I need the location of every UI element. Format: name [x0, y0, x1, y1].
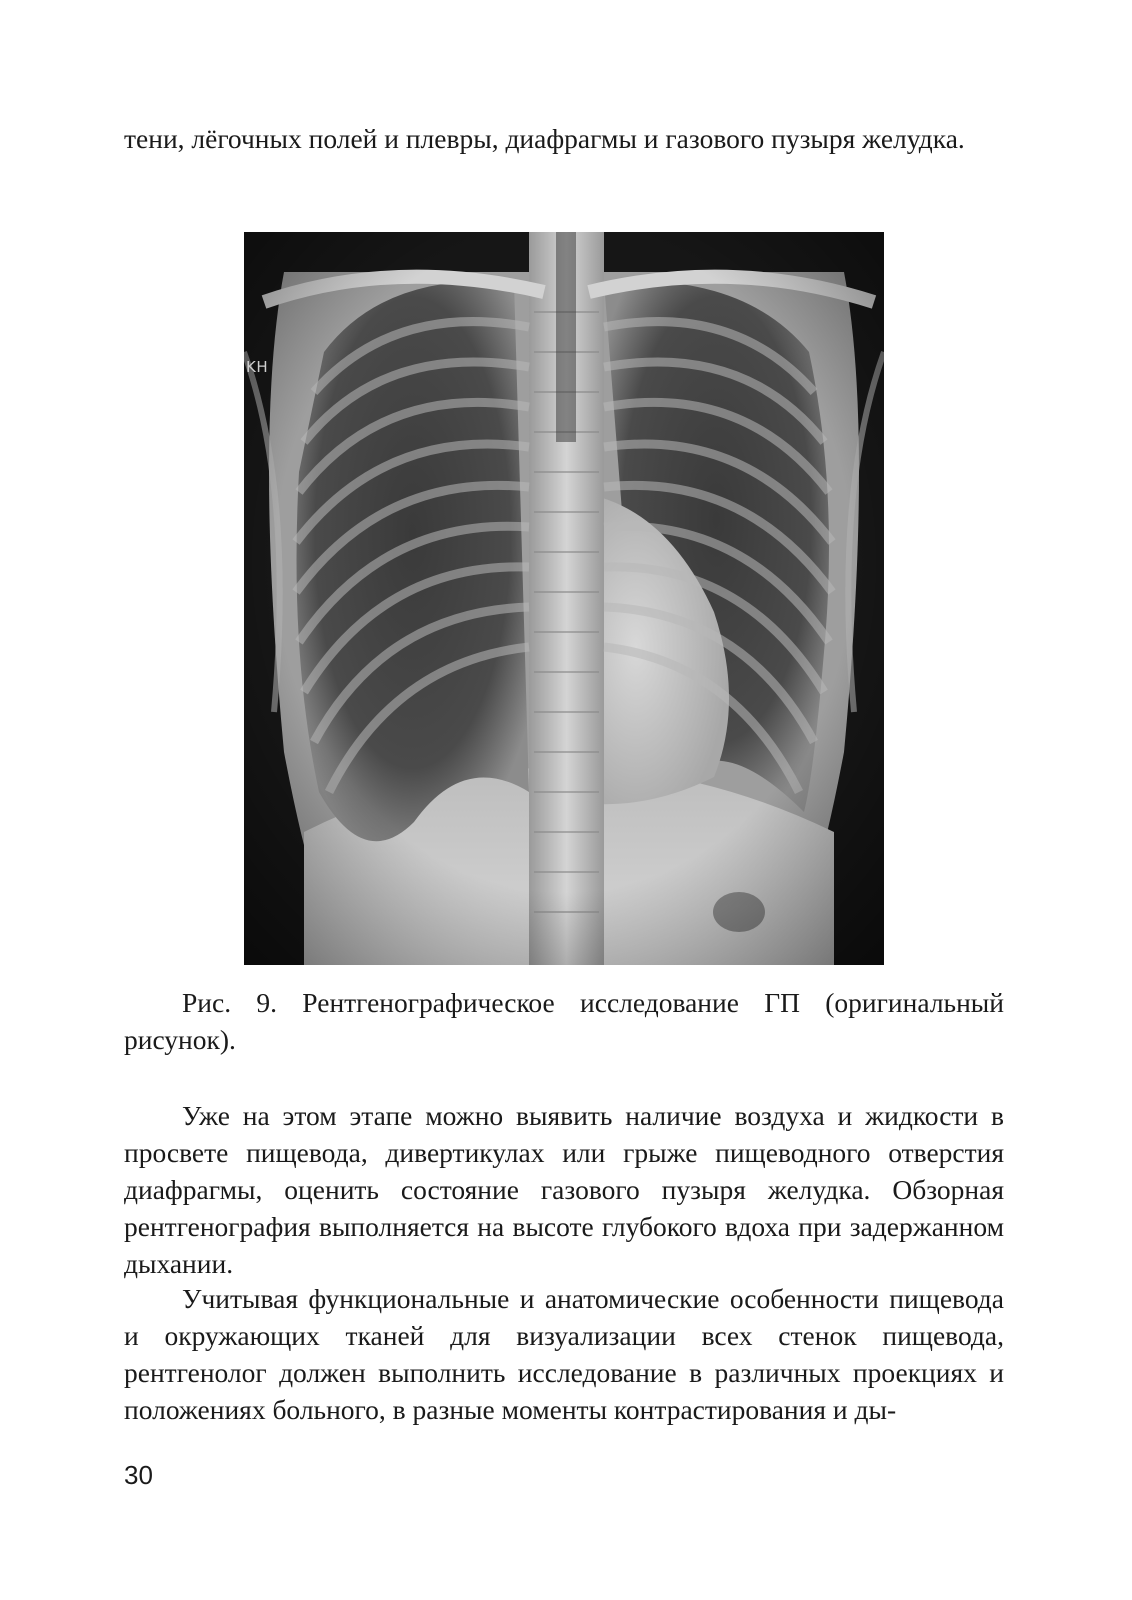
xray-side-marker: KH	[246, 358, 269, 376]
page-number: 30	[124, 1460, 153, 1490]
figure-caption: Рис. 9. Рентгенографическое исследование ГП (оригинальный рисунок).	[124, 987, 1004, 1055]
intro-text-fragment: тени, лёгочных полей и плевры, диафрагмы и газового пузыря желудка.	[124, 123, 965, 154]
chest-xray-drawing	[244, 232, 884, 965]
chest-xray-image	[244, 232, 884, 965]
body-paragraph: Учитывая функциональные и анатомические особенности пищевода и окружающих тканей для визуализации всех стенок пищевода, рентгенолог должен выполнить исследование в различных проекциях и положениях больного, в разные моменты контрастирования и ды-	[124, 1283, 1004, 1425]
body-paragraph: Уже на этом этапе можно выявить наличие воздуха и жидкости в просвете пищевода, дивертикулах или грыже пищеводного отверстия диафрагмы, оценить состояние газового пузыря желудка. Обзорная рентгенография выполняется на высоте глубокого вдоха при задержанном дыхании.	[124, 1100, 1004, 1279]
